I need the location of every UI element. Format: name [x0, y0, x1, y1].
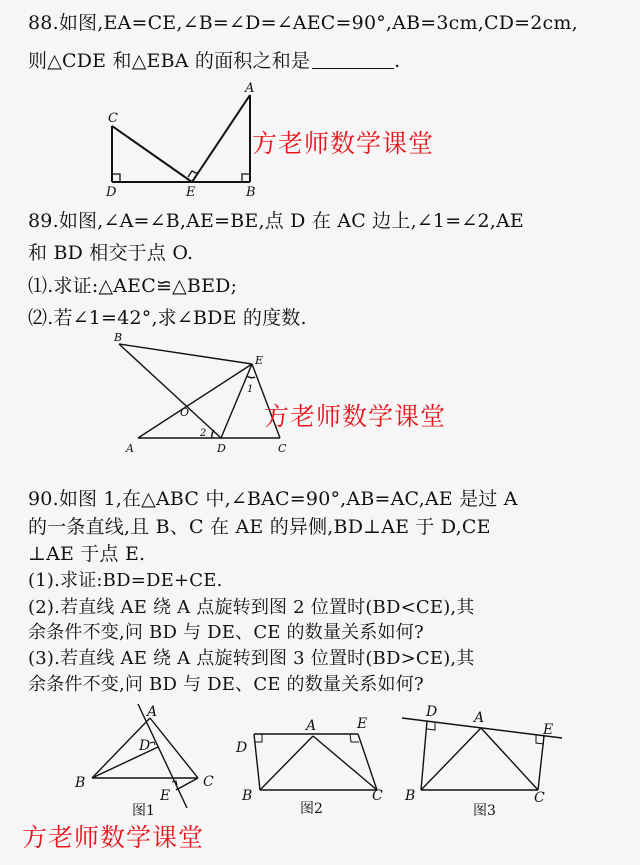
fig90-3-label-c: C — [534, 790, 545, 806]
fig89-label-one: 1 — [247, 384, 254, 395]
fig90-caption-2: 图2 — [300, 801, 323, 817]
fig89-label-e: E — [255, 354, 264, 367]
problem-88-line-2-end: . — [394, 50, 401, 72]
fig88-label-a: A — [245, 81, 255, 96]
fig89-label-a: A — [126, 442, 134, 455]
watermark-2: 方老师数学课堂 — [264, 402, 447, 431]
problem-89-line-2: 和 BD 相交于点 O. — [28, 242, 194, 264]
fig90-caption-3: 图3 — [473, 803, 496, 819]
watermark-3: 方老师数学课堂 — [22, 823, 205, 852]
fig90-3-label-b: B — [405, 788, 416, 804]
fig88-label-b: B — [246, 185, 256, 200]
problem-90-line-2: 的一条直线,且 B、C 在 AE 的异侧,BD⊥AE 于 D,CE — [28, 516, 491, 538]
problem-90-line-3: ⊥AE 于点 E. — [28, 543, 146, 565]
fig90-3-label-a: A — [474, 710, 485, 726]
problem-89-line-4: ⑵.若∠1=42°,求∠BDE 的度数. — [28, 307, 307, 329]
problem-88-line-1: 88.如图,EA=CE,∠B=∠D=∠AEC=90°,AB=3cm,CD=2cm, — [28, 12, 578, 34]
fig90-1-label-a: A — [147, 704, 158, 720]
fig89-label-o: O — [180, 406, 190, 419]
problem-90-line-6: 余条件不变,问 BD 与 DE、CE 的数量关系如何? — [28, 622, 424, 643]
problem-90-line-7: (3).若直线 AE 绕 A 点旋转到图 3 位置时(BD>CE),其 — [28, 648, 475, 669]
fig90-1-label-e: E — [160, 788, 171, 804]
fig89-label-c: C — [278, 442, 287, 455]
problem-90-line-4: (1).求证:BD=DE+CE. — [28, 570, 223, 591]
fig90-3-label-e: E — [543, 722, 554, 738]
fig89-label-b: B — [114, 331, 123, 344]
fig88-label-c: C — [108, 111, 118, 126]
problem-90-line-8: 余条件不变,问 BD 与 DE、CE 的数量关系如何? — [28, 674, 424, 695]
fig89-label-two: 2 — [200, 428, 207, 439]
problem-90-line-1: 90.如图 1,在△ABC 中,∠BAC=90°,AB=AC,AE 是过 A — [28, 488, 518, 510]
watermark-1: 方老师数学课堂 — [252, 129, 435, 158]
fig90-2-label-e: E — [357, 716, 368, 732]
problem-89-line-1: 89.如图,∠A=∠B,AE=BE,点 D 在 AC 边上,∠1=∠2,AE — [28, 210, 524, 232]
fig90-2-label-a: A — [306, 718, 317, 734]
fig90-1-label-c: C — [203, 774, 214, 790]
fig89-label-d: D — [217, 442, 226, 455]
problem-88-line-2-text: 则△CDE 和△EBA 的面积之和是 — [28, 50, 311, 72]
fig88-label-d: D — [106, 185, 117, 200]
fig90-caption-1: 图1 — [132, 803, 155, 819]
fig90-3-label-d: D — [426, 704, 438, 720]
problem-89-line-3: ⑴.求证:△AEC≌△BED; — [28, 275, 238, 297]
problem-90-line-5: (2).若直线 AE 绕 A 点旋转到图 2 位置时(BD<CE),其 — [28, 597, 475, 618]
fig88-label-e: E — [186, 185, 196, 200]
fig90-1-label-b: B — [75, 775, 86, 791]
fig90-2-label-c: C — [372, 788, 383, 804]
fig90-2-label-d: D — [236, 740, 248, 756]
fig90-1-label-d: D — [139, 738, 151, 754]
fig90-2-label-b: B — [242, 788, 253, 804]
